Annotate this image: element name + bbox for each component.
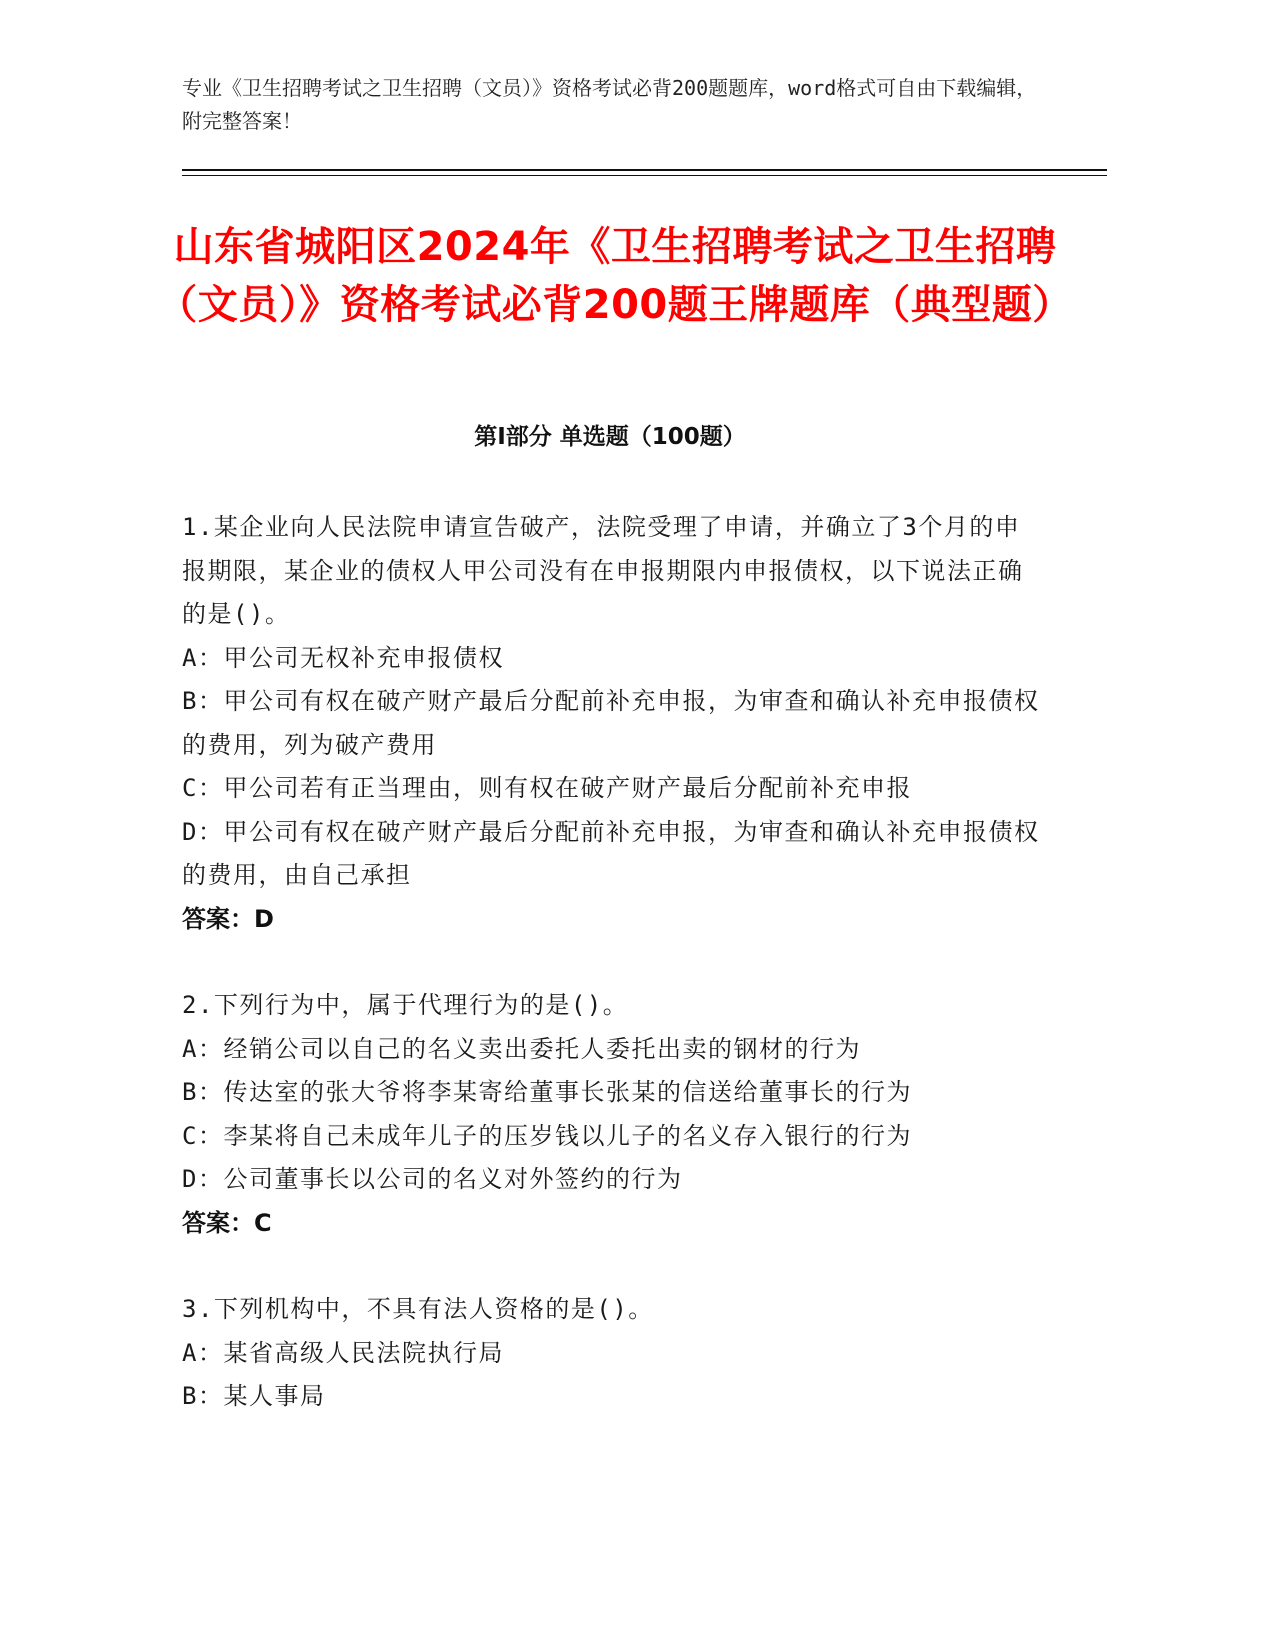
option-b: B：某人事局 bbox=[182, 1382, 326, 1410]
header-note: 专业《卫生招聘考试之卫生招聘（文员）》资格考试必背200题题库，word格式可自由下载编辑，附完整答案！ bbox=[182, 76, 1037, 133]
answer-line: 答案：C bbox=[182, 1208, 272, 1237]
document-title: 山东省城阳区2024年《卫生招聘考试之卫生招聘（文员）》资格考试必背200题王牌题库（典型题） bbox=[157, 224, 1073, 328]
question-2 bbox=[182, 984, 1042, 1245]
option-a: A：经销公司以自己的名义卖出委托人委托出卖的钢材的行为 bbox=[182, 1034, 861, 1063]
answer-line: 答案：D bbox=[182, 904, 274, 933]
option-b: B：甲公司有权在破产财产最后分配前补充申报，为审查和确认补充申报债权的费用，列为破产费用 bbox=[182, 687, 1040, 759]
question-stem: 3.下列机构中，不具有法人资格的是()。 bbox=[182, 1295, 654, 1323]
section-heading: 第Ⅰ部分 单选题（100题） bbox=[474, 424, 746, 450]
option-a: A：某省高级人民法院执行局 bbox=[182, 1338, 504, 1367]
option-d: D：甲公司有权在破产财产最后分配前补充申报，为审查和确认补充申报债权的费用，由自己承担 bbox=[182, 817, 1040, 889]
option-b: B：传达室的张大爷将李某寄给董事长张某的信送给董事长的行为 bbox=[182, 1078, 912, 1106]
question-stem: 2.下列行为中，属于代理行为的是()。 bbox=[182, 991, 629, 1019]
question-3 bbox=[182, 1288, 1042, 1419]
header-divider-thick bbox=[182, 169, 1107, 171]
header-divider-thin bbox=[182, 175, 1107, 176]
option-d: D：公司董事长以公司的名义对外签约的行为 bbox=[182, 1165, 683, 1193]
option-c: C：甲公司若有正当理由，则有权在破产财产最后分配前补充申报 bbox=[182, 774, 912, 802]
option-a: A：甲公司无权补充申报债权 bbox=[182, 643, 504, 672]
question-stem: 1.某企业向人民法院申请宣告破产，法院受理了申请，并确立了3个月的申报期限，某企业的债权人甲公司没有在申报期限内申报债权，以下说法正确的是()。 bbox=[182, 513, 1024, 628]
option-c: C：李某将自己未成年儿子的压岁钱以儿子的名义存入银行的行为 bbox=[182, 1121, 912, 1150]
question-1 bbox=[182, 506, 1042, 941]
question-list bbox=[182, 506, 1042, 1462]
